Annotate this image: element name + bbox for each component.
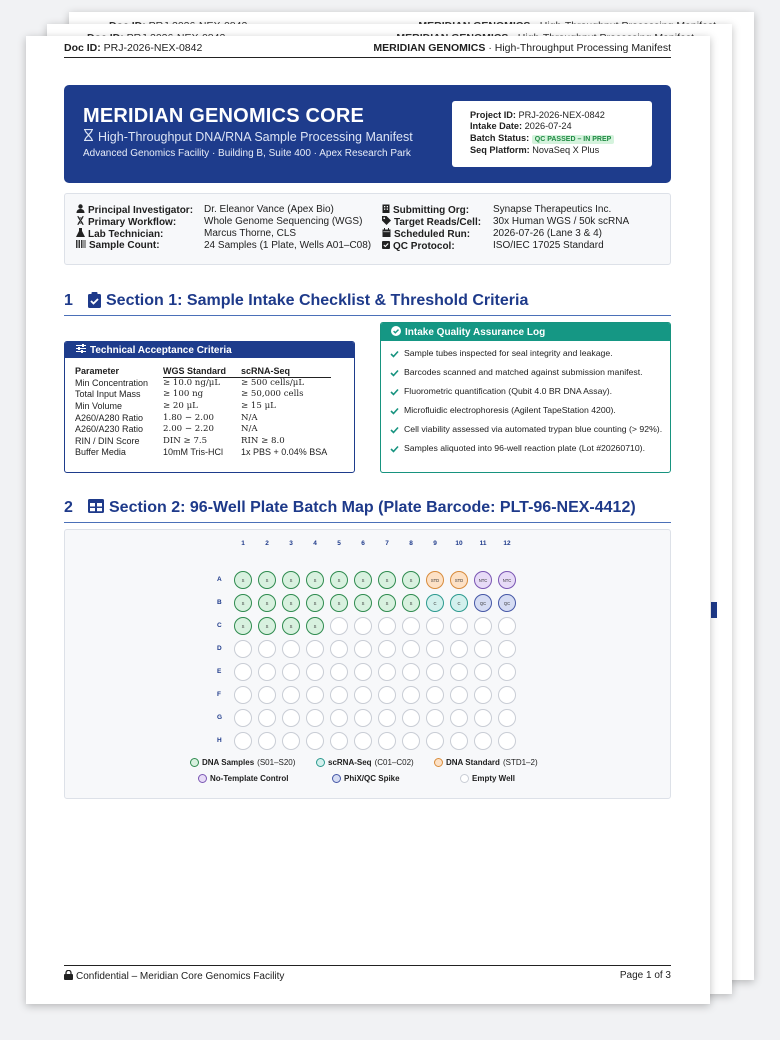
legend-scrna — [316, 758, 414, 767]
qa-log-text: Samples aliquoted into 96-well reaction plate (Lot #20260710). — [404, 443, 645, 453]
plate-well: S — [378, 594, 396, 612]
check-icon — [390, 348, 404, 359]
criteria-cell: Buffer Media — [75, 447, 126, 458]
plate-well — [234, 732, 252, 750]
plate-well — [354, 732, 372, 750]
plate-well — [282, 732, 300, 750]
plate-well — [234, 640, 252, 658]
criteria-table — [75, 365, 331, 458]
plate-well — [378, 617, 396, 635]
qa-log-item — [390, 348, 666, 359]
acceptance-criteria-card — [64, 341, 355, 473]
plate-row-label: A — [217, 576, 222, 583]
plate-column-label: 11 — [479, 540, 487, 547]
criteria-cell: 1.80 − 2.00 — [163, 412, 214, 423]
plate-column-label: 2 — [265, 540, 269, 547]
plate-well — [426, 709, 444, 727]
plate-well: S — [306, 571, 324, 589]
legend-empty — [460, 774, 515, 783]
plate-well: S — [258, 571, 276, 589]
reads-label: Target Reads/Cell: — [394, 216, 482, 228]
plate-well — [402, 617, 420, 635]
check-icon — [390, 367, 404, 378]
criteria-cell: Min Concentration — [75, 377, 149, 388]
plate-well: S — [306, 594, 324, 612]
criteria-cell: DIN ≥ 7.5 — [163, 435, 208, 446]
qa-log-card — [380, 322, 671, 473]
criteria-cell: 2.00 − 2.20 — [163, 424, 214, 435]
document-page — [26, 36, 710, 1004]
qa-log-item — [390, 386, 666, 397]
criteria-title: Technical Acceptance Criteria — [90, 344, 232, 356]
page-footer — [64, 965, 671, 985]
project-summary-card — [452, 101, 652, 167]
plate-well — [354, 663, 372, 681]
plate-map — [64, 529, 671, 799]
criteria-header: Parameter — [75, 366, 120, 376]
plate-well — [330, 640, 348, 658]
legend-standard — [434, 758, 538, 767]
criteria-cell: ≥ 10.0 ng/μL — [163, 378, 221, 389]
plate-column-label: 8 — [409, 540, 413, 547]
plate-well: C — [426, 594, 444, 612]
plate-well: S — [234, 617, 252, 635]
criteria-cell: N/A — [241, 424, 258, 435]
plate-well — [426, 732, 444, 750]
hero-facility: Advanced Genomics Facility · Building B, Suite 400 · Apex Research Park — [83, 148, 411, 159]
page-header — [64, 42, 671, 58]
plate-well — [402, 640, 420, 658]
qa-log-item — [390, 405, 666, 416]
confidential-note: Confidential – Meridian Core Genomics Facility — [76, 971, 285, 982]
plate-well: S — [330, 594, 348, 612]
plate-well — [354, 709, 372, 727]
criteria-row — [75, 412, 331, 424]
org-value: Synapse Therapeutics Inc. — [493, 204, 612, 215]
intake-date: 2026-07-24 — [524, 121, 572, 132]
plate-column-label: 12 — [503, 540, 511, 547]
criteria-cell: RIN / DIN Score — [75, 435, 140, 446]
plate-well — [378, 640, 396, 658]
check-icon — [390, 386, 404, 397]
plate-well — [402, 686, 420, 704]
page-content — [64, 36, 671, 1004]
qa-log-title: Intake Quality Assurance Log — [405, 326, 546, 338]
plate-well — [378, 709, 396, 727]
plate-well: S — [402, 571, 420, 589]
plate-column-label: 4 — [313, 540, 317, 547]
legend-scrna-label: scRNA-Seq — [328, 758, 372, 767]
check-circle-icon — [391, 326, 401, 339]
legend-qc-swatch — [332, 774, 341, 783]
plate-well: S — [354, 594, 372, 612]
plate-well: S — [282, 617, 300, 635]
plate-well — [234, 663, 252, 681]
plate-well — [474, 732, 492, 750]
qa-log-item — [390, 424, 666, 435]
dna-icon — [76, 216, 85, 228]
criteria-cell: RIN ≥ 8.0 — [241, 435, 285, 446]
qa-log-list — [390, 348, 666, 462]
plate-well — [450, 732, 468, 750]
plate-well — [306, 709, 324, 727]
plate-well — [402, 709, 420, 727]
plate-well — [450, 709, 468, 727]
plate-well — [330, 617, 348, 635]
run-label: Scheduled Run: — [394, 228, 471, 240]
qa-log-text: Sample tubes inspected for seal integrity and leakage. — [404, 348, 613, 358]
plate-well — [354, 640, 372, 658]
legend-scrna-range: (C01–C02) — [374, 758, 414, 767]
plate-column-label: 1 — [241, 540, 245, 547]
plate-well — [258, 640, 276, 658]
project-id-label: Project ID: — [470, 110, 516, 120]
plate-well — [474, 617, 492, 635]
legend-ntc-swatch — [198, 774, 207, 783]
legend-standard-label: DNA Standard — [446, 758, 500, 767]
plate-column-label: 7 — [385, 540, 389, 547]
org-label: Submitting Org: — [393, 204, 470, 216]
plate-column-label: 9 — [433, 540, 437, 547]
legend-standard-swatch — [434, 758, 443, 767]
page-number: Page 1 of 3 — [619, 970, 671, 981]
plate-well: S — [306, 617, 324, 635]
criteria-row — [75, 377, 331, 389]
legend-dna-label: DNA Samples — [202, 758, 255, 767]
status-badge: QC PASSED – IN PREP — [532, 135, 615, 144]
criteria-row — [75, 400, 331, 412]
calendar-icon — [382, 228, 391, 240]
section-2-title: Section 2: 96-Well Plate Batch Map (Plate Barcode: PLT-96-NEX-4412) — [109, 499, 636, 516]
tech-value: Marcus Thorne, CLS — [204, 228, 297, 239]
plate-well — [450, 640, 468, 658]
plate-well: S — [282, 594, 300, 612]
plate-well — [330, 663, 348, 681]
plate-column-label: 10 — [455, 540, 463, 547]
plate-well — [498, 686, 516, 704]
plate-row-label: D — [217, 645, 222, 652]
plate-well — [498, 663, 516, 681]
plate-well: S — [234, 571, 252, 589]
plate-well: S — [282, 571, 300, 589]
criteria-row — [75, 447, 331, 459]
seq-platform-label: Seq Platform: — [470, 144, 530, 155]
plate-well — [378, 663, 396, 681]
run-value: 2026-07-26 (Lane 3 & 4) — [493, 228, 602, 239]
tech-label: Lab Technician: — [88, 228, 164, 240]
plate-well — [474, 686, 492, 704]
intake-date-label: Intake Date: — [470, 121, 523, 132]
plate-well: S — [258, 594, 276, 612]
legend-dna-swatch — [190, 758, 199, 767]
user-icon — [76, 204, 85, 216]
plate-well: S — [258, 617, 276, 635]
qa-log-text: Fluorometric quantification (Qubit 4.0 BR DNA Assay). — [404, 386, 613, 396]
sliders-icon — [76, 344, 86, 356]
plate-well — [258, 686, 276, 704]
plate-well — [498, 640, 516, 658]
section-1-title: Section 1: Sample Intake Checklist & Threshold Criteria — [106, 292, 529, 309]
legend-standard-range: (STD1–2) — [502, 758, 538, 767]
plate-well — [474, 709, 492, 727]
plate-well — [450, 686, 468, 704]
criteria-cell: Min Volume — [75, 400, 123, 411]
plate-well: QC — [498, 594, 516, 612]
qa-log-text: Microfluidic electrophoresis (Agilent TapeStation 4200). — [404, 405, 616, 415]
check-icon — [390, 405, 404, 416]
legend-dna — [190, 758, 295, 767]
criteria-cell: A260/A280 Ratio — [75, 412, 144, 423]
seq-platform: NovaSeq X Plus — [532, 144, 600, 155]
org-name: MERIDIAN GENOMICS — [373, 42, 486, 54]
qa-log-text: Barcodes scanned and matched against submission manifest. — [404, 367, 643, 377]
legend-qc — [332, 774, 400, 783]
plate-well — [258, 709, 276, 727]
plate-well — [306, 640, 324, 658]
plate-well: S — [234, 594, 252, 612]
plate-well: NTC — [498, 571, 516, 589]
hero-subtitle: High-Throughput DNA/RNA Sample Processing Manifest — [98, 129, 413, 144]
ghost-section-bar — [711, 602, 717, 618]
plate-well — [378, 686, 396, 704]
plate-well: S — [354, 571, 372, 589]
section-2-number: 2 — [64, 499, 73, 516]
doc-id: PRJ-2026-NEX-0842 — [103, 42, 203, 54]
pi-label: Principal Investigator: — [88, 204, 194, 216]
workflow-value: Whole Genome Sequencing (WGS) — [204, 216, 363, 227]
plate-well — [330, 709, 348, 727]
plate-row-label: C — [217, 622, 222, 629]
criteria-cell: 10mM Tris-HCl — [163, 447, 223, 458]
plate-well — [498, 617, 516, 635]
plate-well — [426, 640, 444, 658]
plate-well — [402, 663, 420, 681]
plate-column-label: 3 — [289, 540, 293, 547]
plate-column-label: 5 — [337, 540, 341, 547]
section-1-number: 1 — [64, 292, 73, 309]
plate-well: QC — [474, 594, 492, 612]
plate-well — [354, 686, 372, 704]
plate-well — [234, 686, 252, 704]
plate-well — [282, 663, 300, 681]
legend-ntc-label: No-Template Control — [210, 774, 289, 783]
plate-well: S — [330, 571, 348, 589]
plate-well — [282, 686, 300, 704]
check-icon — [390, 443, 404, 454]
project-info-panel — [64, 193, 671, 265]
plate-well — [330, 732, 348, 750]
plate-column-label: 6 — [361, 540, 365, 547]
doc-id-label: Doc ID: — [64, 42, 101, 54]
legend-scrna-swatch — [316, 758, 325, 767]
qc-value: ISO/IEC 17025 Standard — [493, 240, 604, 251]
plate-well — [306, 732, 324, 750]
plate-well: C — [450, 594, 468, 612]
plate-well — [426, 663, 444, 681]
table-grid-icon — [88, 499, 104, 513]
criteria-header: WGS Standard — [163, 365, 241, 377]
project-id: PRJ-2026-NEX-0842 — [518, 110, 605, 120]
plate-well — [234, 709, 252, 727]
plate-well — [498, 709, 516, 727]
plate-well — [354, 617, 372, 635]
legend-ntc — [198, 774, 289, 783]
criteria-row — [75, 423, 331, 435]
plate-well: STD — [450, 571, 468, 589]
doc-title: · High-Throughput Processing Manifest — [488, 42, 671, 54]
plate-row-label: F — [217, 691, 221, 698]
count-label: Sample Count: — [89, 240, 160, 251]
criteria-cell: 1x PBS + 0.04% BSA — [241, 447, 328, 458]
qa-log-text: Cell viability assessed via automated trypan blue counting (> 92%). — [404, 424, 663, 434]
qc-label: QC Protocol: — [393, 240, 455, 252]
plate-well — [306, 686, 324, 704]
legend-qc-label: PhiX/QC Spike — [344, 774, 400, 783]
criteria-cell: A260/A230 Ratio — [75, 424, 144, 435]
plate-row-label: E — [217, 668, 222, 675]
pi-value: Dr. Eleanor Vance (Apex Bio) — [204, 204, 334, 215]
criteria-cell: ≥ 500 cells/μL — [241, 378, 305, 389]
legend-empty-swatch — [460, 774, 469, 783]
plate-well — [330, 686, 348, 704]
criteria-header: scRNA-Seq — [241, 365, 331, 377]
qa-log-item — [390, 443, 666, 454]
building-icon — [382, 204, 390, 216]
plate-well — [426, 617, 444, 635]
criteria-cell: ≥ 100 ng — [163, 389, 204, 400]
section-2-heading — [64, 499, 671, 523]
criteria-cell: ≥ 20 μL — [163, 400, 198, 411]
plate-well — [282, 640, 300, 658]
plate-well — [450, 617, 468, 635]
legend-dna-range: (S01–S20) — [257, 758, 296, 767]
check-icon — [390, 424, 404, 435]
plate-well — [282, 709, 300, 727]
criteria-row — [75, 389, 331, 401]
criteria-cell: N/A — [241, 412, 258, 423]
hero-banner — [64, 85, 671, 183]
legend-empty-label: Empty Well — [472, 774, 515, 783]
plate-well: STD — [426, 571, 444, 589]
criteria-cell: ≥ 15 μL — [241, 400, 276, 411]
plate-well — [450, 663, 468, 681]
section-1-heading — [64, 292, 671, 316]
clipboard-check-icon — [382, 240, 390, 252]
plate-well: S — [402, 594, 420, 612]
criteria-cell: ≥ 50,000 cells — [241, 389, 304, 400]
reads-value: 30x Human WGS / 50k scRNA — [493, 216, 630, 227]
criteria-cell: Total Input Mass — [75, 389, 141, 400]
plate-well — [258, 732, 276, 750]
plate-well: S — [378, 571, 396, 589]
plate-well — [378, 732, 396, 750]
plate-well — [474, 640, 492, 658]
plate-well — [426, 686, 444, 704]
hourglass-icon — [83, 129, 94, 144]
hero-title: MERIDIAN GENOMICS CORE — [83, 105, 365, 127]
plate-well — [498, 732, 516, 750]
plate-well — [474, 663, 492, 681]
tag-icon — [382, 216, 391, 228]
lock-icon — [64, 970, 73, 983]
count-value: 24 Samples (1 Plate, Wells A01–C08) — [204, 240, 372, 251]
plate-row-label: G — [217, 714, 223, 721]
flask-icon — [76, 228, 85, 240]
criteria-row — [75, 435, 331, 447]
plate-well: NTC — [474, 571, 492, 589]
plate-row-label: H — [217, 737, 222, 744]
clipboard-check-icon — [88, 292, 101, 308]
barcode-icon — [76, 240, 86, 251]
plate-row-label: B — [217, 599, 222, 606]
plate-well — [306, 663, 324, 681]
batch-status-label: Batch Status: — [470, 132, 530, 143]
plate-well — [402, 732, 420, 750]
qa-log-item — [390, 367, 666, 378]
plate-well — [258, 663, 276, 681]
workflow-label: Primary Workflow: — [88, 216, 177, 228]
